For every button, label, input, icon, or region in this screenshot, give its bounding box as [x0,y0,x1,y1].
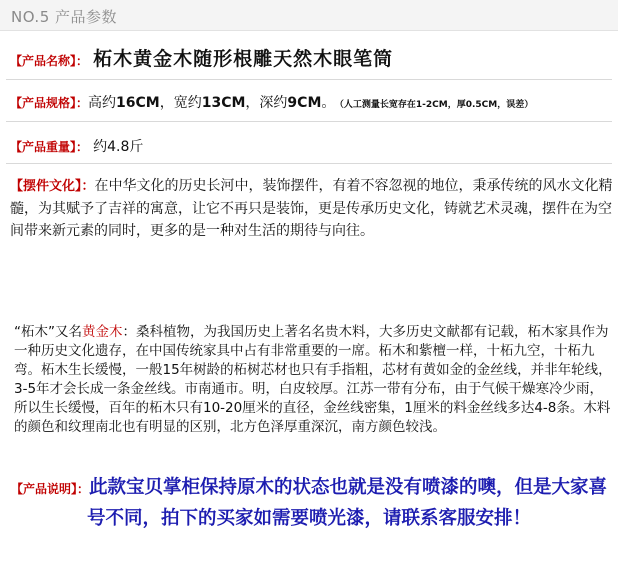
notice-text: 此款宝贝掌柜保持原木的状态也就是没有喷漆的噢，但是大家喜号不同，拍下的买家如需要喷光漆，请联系客服安排！ [86,477,608,529]
product-weight-value: 约4.8斤 [93,139,144,155]
product-spec-note: （人工测量长宽存在1-2CM，厚0.5CM，误差） [339,100,534,110]
product-notice [4,473,614,533]
wood-highlight: 黄金木 [82,324,123,340]
wood-paragraph [14,323,614,437]
wood-prefix: “柘木”又名 [14,324,82,340]
product-weight-label: 【产品重量】： [10,140,89,154]
wood-text: ：桑科植物，为我国历史上著名名贵木料，大多历史文献都有记载，柘木家具作为一种历史文化遗存，在中国传统家具中占有非常重要的一席。柘木和紫檀一样，十柘九空，十柘九弯。柘木生长缓慢，一般15年树龄的柘树芯材也只有手指粗，芯材有黄如金的金丝线，并非年轮线，3-5年才会长成一条金丝线。市南通市。明，白皮较厚。江苏一带有分布，由于气候干燥寒冷少雨，所以生长缓慢，百年的柘木只有10-20厘米的直径，金丝线密集，1厘米的料金丝线多达4-8条。木料的颜色和纹理南北也有明显的区别，北方色泽厚重深沉，南方颜色较浅。 [14,324,612,435]
product-weight-row [10,136,143,156]
product-spec-row [10,92,533,112]
culture-label: 【摆件文化】： [10,179,95,194]
section-title: NO.5 产品参数 [11,8,117,26]
product-name-value: 柘木黄金木随形根雕天然木眼笔筒 [93,48,394,70]
notice-label: 【产品说明】： [10,482,89,496]
product-spec-value: 高约16CM，宽约13CM，深约9CM。 [88,95,336,111]
product-spec-label: 【产品规格】： [10,96,89,110]
divider [6,163,612,164]
culture-text: 在中华文化的历史长河中，装饰摆件，有着不容忽视的地位，秉承传统的风水文化精髓，为其赋予了吉祥的寓意，让它不再只是装饰，更是传承历史文化，铸就艺术灵魂，摆件在为空间带来新元素的同时，更多的是一种对生活的期待与向往。 [10,178,613,239]
product-name-label: 【产品名称】： [10,54,89,68]
product-name-row [10,44,393,71]
divider [6,79,612,80]
section-header [0,0,618,31]
divider [6,121,612,122]
culture-paragraph [10,175,614,242]
